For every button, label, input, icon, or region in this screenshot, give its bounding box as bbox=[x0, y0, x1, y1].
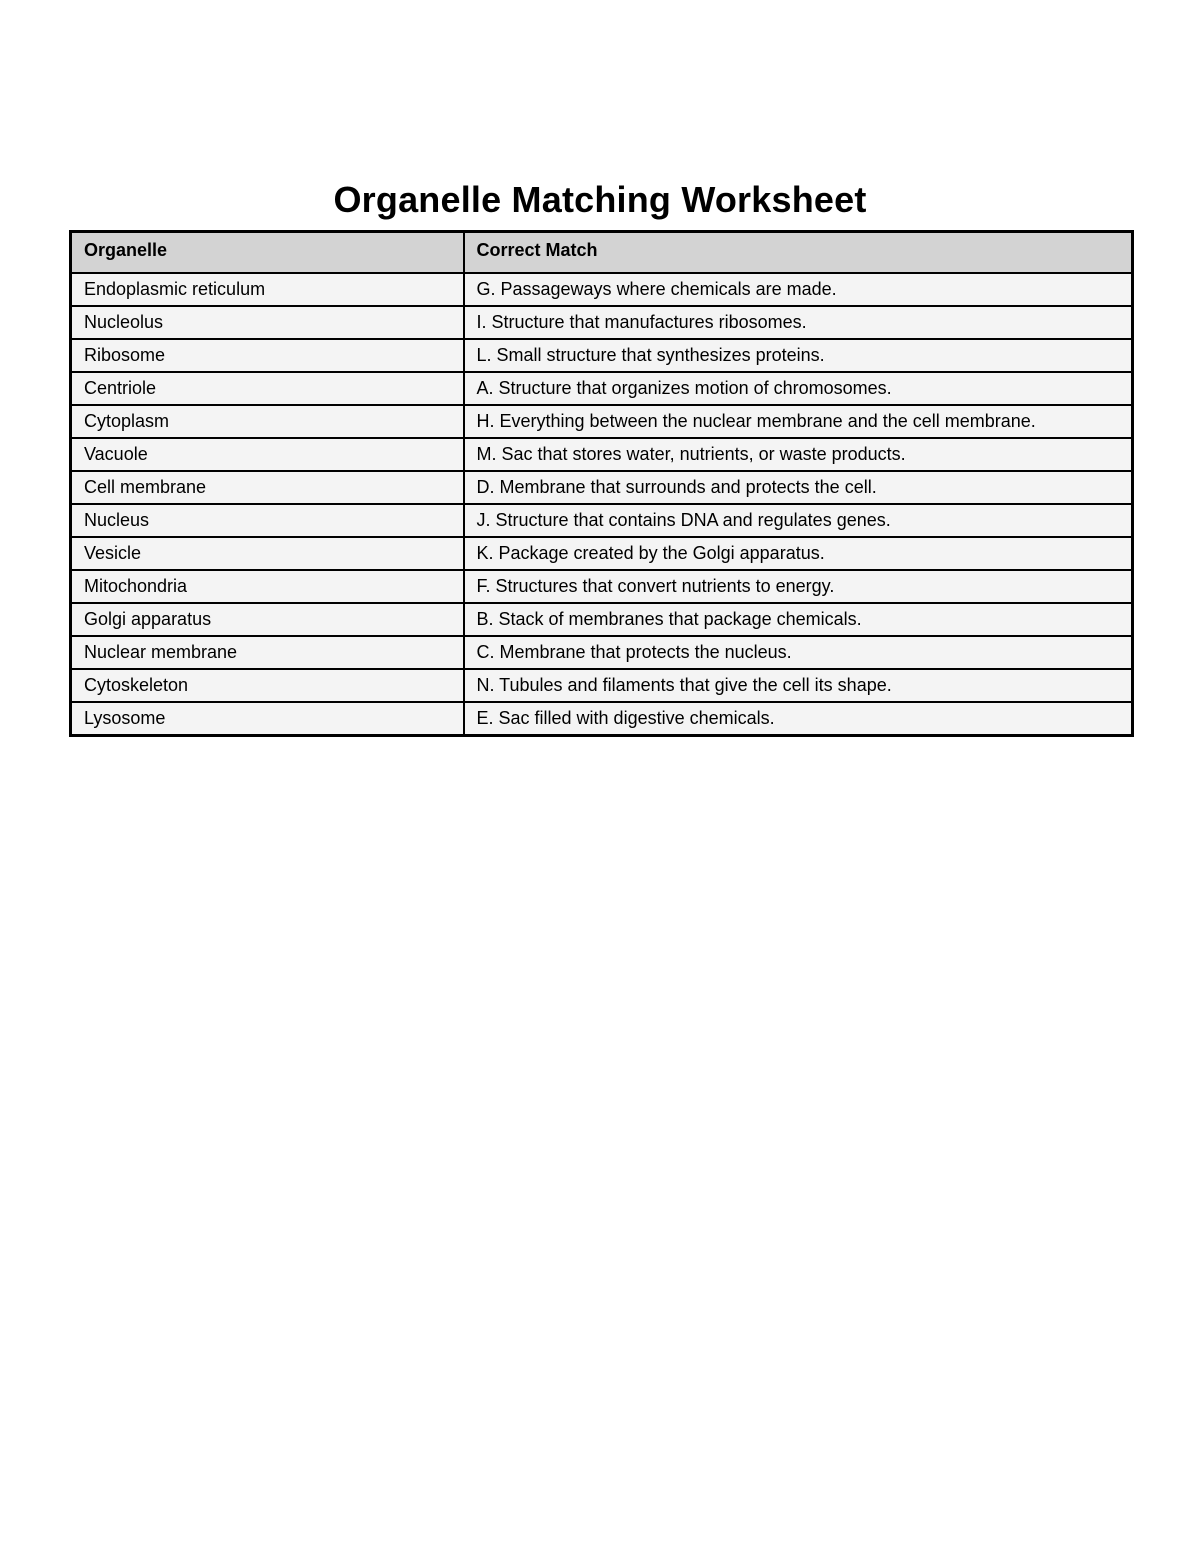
table-row bbox=[71, 372, 1133, 405]
organelle-cell: Centriole bbox=[71, 372, 464, 405]
organelle-cell: Mitochondria bbox=[71, 570, 464, 603]
organelle-cell: Cytoplasm bbox=[71, 405, 464, 438]
organelle-cell: Endoplasmic reticulum bbox=[71, 273, 464, 306]
header-correct-match: Correct Match bbox=[464, 232, 1133, 273]
match-cell: N. Tubules and filaments that give the cell its shape. bbox=[464, 669, 1133, 702]
match-cell: L. Small structure that synthesizes proteins. bbox=[464, 339, 1133, 372]
organelle-cell: Nucleus bbox=[71, 504, 464, 537]
match-cell: I. Structure that manufactures ribosomes. bbox=[464, 306, 1133, 339]
organelle-cell: Nucleolus bbox=[71, 306, 464, 339]
table-row bbox=[71, 339, 1133, 372]
table-row bbox=[71, 570, 1133, 603]
table-row bbox=[71, 636, 1133, 669]
organelle-cell: Vacuole bbox=[71, 438, 464, 471]
table-row bbox=[71, 504, 1133, 537]
organelle-cell: Ribosome bbox=[71, 339, 464, 372]
match-cell: F. Structures that convert nutrients to energy. bbox=[464, 570, 1133, 603]
table-row bbox=[71, 306, 1133, 339]
matching-table bbox=[69, 230, 1134, 737]
table-header-row bbox=[71, 232, 1133, 273]
match-cell: J. Structure that contains DNA and regulates genes. bbox=[464, 504, 1133, 537]
organelle-cell: Cytoskeleton bbox=[71, 669, 464, 702]
match-cell: D. Membrane that surrounds and protects the cell. bbox=[464, 471, 1133, 504]
match-cell: G. Passageways where chemicals are made. bbox=[464, 273, 1133, 306]
table-row bbox=[71, 438, 1133, 471]
organelle-cell: Cell membrane bbox=[71, 471, 464, 504]
table-row bbox=[71, 537, 1133, 570]
match-cell: H. Everything between the nuclear membrane and the cell membrane. bbox=[464, 405, 1133, 438]
table-body bbox=[71, 273, 1133, 736]
match-cell: B. Stack of membranes that package chemicals. bbox=[464, 603, 1133, 636]
table-row bbox=[71, 471, 1133, 504]
match-cell: C. Membrane that protects the nucleus. bbox=[464, 636, 1133, 669]
match-cell: E. Sac filled with digestive chemicals. bbox=[464, 702, 1133, 736]
match-cell: M. Sac that stores water, nutrients, or waste products. bbox=[464, 438, 1133, 471]
organelle-cell: Vesicle bbox=[71, 537, 464, 570]
page-title: Organelle Matching Worksheet bbox=[333, 179, 867, 221]
match-cell: A. Structure that organizes motion of chromosomes. bbox=[464, 372, 1133, 405]
match-cell: K. Package created by the Golgi apparatus. bbox=[464, 537, 1133, 570]
table-row bbox=[71, 405, 1133, 438]
table-row bbox=[71, 273, 1133, 306]
table-row bbox=[71, 669, 1133, 702]
header-organelle: Organelle bbox=[71, 232, 464, 273]
table-row bbox=[71, 603, 1133, 636]
table-row bbox=[71, 702, 1133, 736]
organelle-cell: Golgi apparatus bbox=[71, 603, 464, 636]
organelle-cell: Lysosome bbox=[71, 702, 464, 736]
organelle-cell: Nuclear membrane bbox=[71, 636, 464, 669]
